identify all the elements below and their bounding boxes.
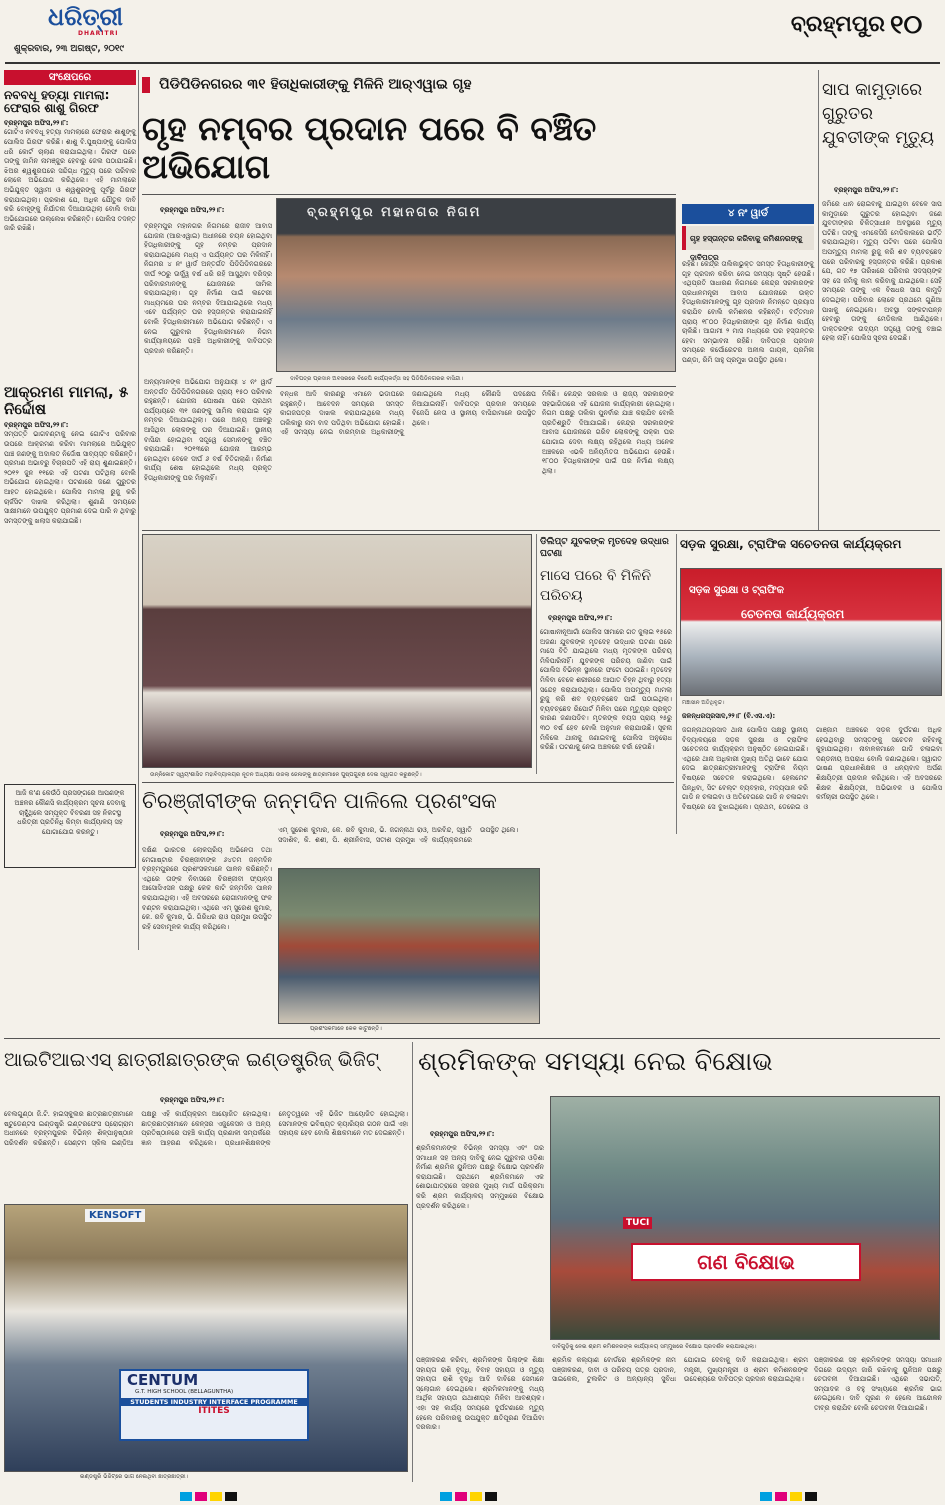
bottom-divider [412,1042,413,1482]
logo-subtext: DHARITRI [78,30,119,37]
labour-dateline: ବ୍ରହ୍ମପୁର ଅଫିସ,୨୨।୮: [430,1130,495,1138]
lead-body-2: ଅନ୍ୟମାନଙ୍କ ଅଭିଯୋଗ ଅନୁଯାୟୀ ୪ ନଂ ୱାର୍ଡ ଅନ୍ତର୍ଗତ ପିଡିପିଡିନଗରରେ ପ୍ରାୟ ୧୫୦ ପରିବାର ରହୁଛନ୍ତି। ଯୋଜନା ଘୋଷଣା ପରେ ପ୍ରଥମ ପର୍ଯ୍ୟାୟରେ ୩୧ ଜଣଙ୍କୁ ସାମିଲ କରାଯାଇ ଗୃହ ନମ୍ବର ଦିଆଯାଇଥିଲା। ପରେ ଅନ୍ୟ ଅଞ୍ଚଳରୁ ଆସିଥିବା ଲୋକଙ୍କୁ ଘର ଦିଆଯାଇଛି। ସ୍ଥାନୀୟ ବାସିନ୍ଦା ହୋଇଥିବା ସତ୍ତ୍ୱେ ସେମାନଙ୍କୁ ବଞ୍ଚିତ କରାଯାଇଛି। ୨୦୧୩ରେ ଯୋଜନା ଆରମ୍ଭ ହୋଇଥିବା ବେଳେ ଦୀର୍ଘ ୬ ବର୍ଷ ବିତିଗଲାଣି। ନିର୍ମାଣ କାର୍ଯ୍ୟ ଶେଷ ହୋଇଥିଲେ ମଧ୍ୟ ପ୍ରକୃତ ହିତାଧିକାରୀଙ୍କୁ ଘର ମିଳୁନାହିଁ। [144,378,272,482]
iti-photo-caption: ଇଣ୍ଡଷ୍ଟ୍ରି ଭିଜିଟ୍‌ରେ ଭାଗ ନେଇଥିବା ଛାତ୍ରଛାତ୍ରୀ। [80,1474,189,1480]
print-registration-bar [0,1484,945,1498]
lead-dateline: ବ୍ରହ୍ମପୁର ଅଫିସ,୨୨।୮: [160,206,225,214]
ward-subhead-text: ଗୃହ ହସ୍ତାନ୍ତର କରିବାକୁ କମିଶନରଙ୍କୁ ଦାବିପତ୍ର [690,234,803,262]
ward-tag [682,204,814,224]
banner-text: ଗଣ ବିକ୍ଷୋଭ [697,1250,795,1274]
brief2-dateline: ବ୍ରହ୍ମପୁର ଅଫିସ,୨୨।୮: [4,421,69,430]
swatch-magenta [195,1492,207,1501]
lead-rule [142,194,676,195]
centum-title: CENTUM [127,1371,199,1389]
lead-body-1: ବ୍ରହ୍ମପୁର ମହାନଗର ନିଗମରେ ରାଜୀବ ଆବାସ ଯୋଜନା (ଆରଏୱାଇ) ଅଧୀନରେ ଚୟନ ହୋଇଥିବା ହିତାଧିକାରୀଙ୍କୁ ଗୃହ ନମ୍ବର ପ୍ରଦାନ କରାଯାଇଥିଲେ ମଧ୍ୟ ଏ ପର୍ଯ୍ୟନ୍ତ ଘର ମିଳିନାହିଁ। ନିଗମର ୪ ନଂ ୱାର୍ଡ ଅନ୍ତର୍ଗତ ପିଡିପିଡିନଗରରେ ଦୀର୍ଘ ୨୦ରୁ ଊର୍ଦ୍ଧ୍ୱ ବର୍ଷ ଧରି ରହି ଆସୁଥିବା ଦରିଦ୍ର ପରିବାରମାନଙ୍କୁ ଯୋଜନାରେ ସାମିଲ କରାଯାଇଥିଲା। ଗୃହ ନିର୍ମାଣ ପାଇଁ ଲଟେରୀ ମାଧ୍ୟମରେ ଘର ନମ୍ବର ଦିଆଯାଇଥିଲେ ମଧ୍ୟ ଏବେ ପର୍ଯ୍ୟନ୍ତ ଘର ହସ୍ତାନ୍ତର କରାଯାଇନାହିଁ ବୋଲି ହିତାଧିକାରୀମାନେ ଅଭିଯୋଗ କରିଛନ୍ତି। ଏ ନେଇ ଗୁରୁବାର ହିତାଧିକାରୀମାନେ ନିଗମ କାର୍ଯ୍ୟାଳୟରେ ପହଞ୍ଚି ଅଧିକାରୀଙ୍କୁ ଦାବିପତ୍ର ପ୍ରଦାନ କରିଛନ୍ତି। [144,222,272,355]
deadbody-kicker: ଡିଲିପ୍ଟ ଯୁବକଙ୍କ ମୃତଦେହ ଉଦ୍ଧାର ଘଟଣା [540,537,669,559]
college-photo [142,534,532,768]
iti-photo [4,1204,408,1472]
swatch-strip-right [440,1486,520,1496]
swatch-cyan [760,1492,772,1501]
birthday-names: ଏମ୍‌ ସୁରେଶ କୁମାର, କେ. ରବି କୁମାର, ଭି. ଜଗନ୍ନାଥ ରାଓ, ଅରବିନ୍ଦ, ସ୍ୱାତି ସଦାଶିବ, କି. ଶଶୀ, ପି. ଶ୍ରୀନିବାସ, ସତୀଶ ପ୍ରମୁଖ ଏହି କାର୍ଯ୍ୟକ୍ରମରେ ଉପସ୍ଥିତ ଥିଲେ। [278,826,519,844]
iti-headline: ଆଇଟିଆଇଏସ୍‌ ଛାତ୍ରୀଛାତ୍ରଙ୍କ ଇଣ୍ଡଷ୍ଟ୍ରିଜ୍ ଭିଜିଟ୍ [4,1049,380,1071]
deadbody-body: ଗୋଷାନୀନୂଆଗାଁ ପୋଲିସ ସୀମାରେ ଗତ ଜୁଲାଇ ୧୫ରେ ଅଜଣା ଯୁବକଙ୍କ ମୃତଦେହ ଉଦ୍ଧାର ଘଟଣା ପରେ ମାସେ ବିତି ଯାଇଥିଲେ ମଧ୍ୟ ମୃତକଙ୍କ ପରିଚୟ ମିଳିପାରିନାହିଁ। ଯୁବକଙ୍କ ପରିଚୟ ଜାଣିବା ପାଇଁ ପୋଲିସ ବିଭିନ୍ନ ସ୍ଥାନରେ ଫଟୋ ପଠାଇଛି। ମୃତଦେହ ମିଳିବା ବେଳେ ଶରୀରରେ ଆଘାତ ଚିହ୍ନ ଥିବାରୁ ହତ୍ୟା ସନ୍ଦେହ କରାଯାଉଥିଲା। ପୋଲିସ ଅପମୃତ୍ୟୁ ମାମଲା ରୁଜୁ କରି ଶବ ବ୍ୟବଚ୍ଛେଦ ପାଇଁ ପଠାଇଥିଲା। ବ୍ୟବଚ୍ଛେଦ ରିପୋର୍ଟ ମିଳିବା ପରେ ମୃତ୍ୟୁର ପ୍ରକୃତ କାରଣ ଜଣାପଡିବ। ମୃତକଙ୍କ ବୟସ ପ୍ରାୟ ୨୫ରୁ ୩୦ ବର୍ଷ ହେବ ବୋଲି ଅନୁମାନ କରାଯାଉଛି। ସୂଚନା ମିଳିଲେ ଥାନାକୁ ଜଣାଇବାକୁ ପୋଲିସ ଅନୁରୋଧ କରିଛି। ଘଟଣାକୁ ନେଇ ଅଞ୍ଚଳରେ ଚର୍ଚ୍ଚା ହେଉଛି। [540,628,672,752]
lead-body-4: ମିଳିଛି। କେନ୍ଦ୍ର ସରକାର ଓ ରାଜ୍ୟ ସରକାରଙ୍କ ସହଭାଗିତାରେ ଏହି ଯୋଜନା କାର୍ଯ୍ୟକାରୀ ହୋଇଥିଲା। ନିଗମ ପକ୍ଷରୁ ତାଲିକା ପୁନର୍ବାର ଯାଞ୍ଚ କରାଯିବ ବୋଲି ପ୍ରତିଶ୍ରୁତି ଦିଆଯାଇଛି। କେନ୍ଦ୍ର ସରକାରଙ୍କ ଆବାସ ଯୋଜନାରେ ଗରିବ ଲୋକଙ୍କୁ ପକ୍କା ଘର ଯୋଗାଇ ଦେବା ଲକ୍ଷ୍ୟ ରହିଥିଲେ ମଧ୍ୟ ଅନେକ ଅଞ୍ଚଳରେ ଏଭଳି ଅନିୟମିତତା ଅଭିଯୋଗ ହେଉଛି। ୧୮୦୦ ହିତାଧିକାରୀଙ୍କ ପାଇଁ ଘର ନିର୍ମାଣ ଲକ୍ଷ୍ୟ ଥିଲା। [542,390,674,475]
swatch-strip-left [180,1486,260,1496]
gana-bikhyobha-banner [631,1243,861,1281]
swatch-cyan [440,1492,452,1501]
labour-photo [550,1096,940,1340]
lead-headline: ଗୃହ ନମ୍ବର ପ୍ରଦାନ ପରେ ବି ବଞ୍ଚିତ ଅଭିଯୋଗ [142,109,597,186]
ward-body: ରହିଛି। କେନ୍ଦ୍ର ତାଲିକାଭୁକ୍ତ ସମସ୍ତ ହିତାଧିକାରୀଙ୍କୁ ଗୃହ ପ୍ରଦାନ କରିବା ନେଇ ସମସ୍ୟା ସୃଷ୍ଟି ହେଉଛି। ଏଥିପ୍ରତି ସାଧାରଣ ନିଗମରେ କେନ୍ଦ୍ର ସରକାରଙ୍କ ପ୍ରଧାନମନ୍ତ୍ରୀ ଆବାସ ଯୋଜନାରେ ଉକ୍ତ ହିତାଧିକାରୀମାନଙ୍କୁ ଗୃହ ପ୍ରଦାନ ନିମନ୍ତେ ପ୍ରୟାସ କରାଯିବ ବୋଲି କମିଶନର କହିଛନ୍ତି। ବର୍ତ୍ତମାନ ପ୍ରାୟ ୧୮୦୦ ହିତାଧିକାରୀଙ୍କ ଗୃହ ନିର୍ମାଣ କାର୍ଯ୍ୟ ଚାଲିଛି। ଆଗାମୀ ୨ ମାସ ମଧ୍ୟରେ ଘର ହସ୍ତାନ୍ତର ହେବା ସମ୍ଭାବନା ରହିଛି। ଦାବିପତ୍ର ପ୍ରଦାନ ସମୟରେ କର୍ପୋରେଟର ଅନୀଲ ଗାୟକ, ପ୍ରମିଳା ପଣ୍ଡା, ରିମି ସାହୁ ପ୍ରମୁଖ ଉପସ୍ଥିତ ଥିଲେ। [682,260,814,364]
college-photo-caption: ଉନ୍ନିକୋଟ ସ୍ୱୟଂଶାସିତ ମହାବିଦ୍ୟାଳୟର ନୂତନ ଅଧ୍ୟକ୍ଷା ଉଜଲା ଜେନାଙ୍କୁ ଛାତ୍ରୀମାନେ ପୁଷ୍ପଗୁଚ୍ଛ ଦେଇ ସ୍ୱାଗତ କରୁଛନ୍ତି। [150,772,422,778]
centum-banner [119,1369,309,1441]
road-photo-caption: ମଞ୍ଚାସୀନ ଅତିଥିବୃନ୍ଦ। [682,700,725,706]
promo-box: ଆଜି କ'ଣ କେଉଁଠି ପ୍ରସଙ୍ଗରେ ଆପଣଙ୍କ ଅଞ୍ଚଳର କୌଣସି କାର୍ଯ୍ୟକ୍ରମ ସୂଚନା ଦେବାକୁ ଚାହୁଁଥିଲେ ସମ୍ପୃକ୍ତ ବିବରଣୀ ସହ ନିକଟସ୍ଥ ଧରିତ୍ରୀ ପ୍ରତିନିଧି କିମ୍ବା କାର୍ଯ୍ୟାଳୟ ସହ ଯୋଗାଯୋଗ କରନ୍ତୁ। [4,784,136,868]
briefs-section-label: ସଂକ୍ଷେପରେ [4,70,136,85]
swatch-yellow [470,1492,482,1501]
road-photo [680,568,942,696]
labour-body-4: ପଞ୍ଜୀକରଣ ସହ ଶ୍ରମିକଙ୍କ ସମସ୍ୟା ସମାଧାନ ଦିଗରେ ଉଦ୍ୟମ ଜାରି ରଖିବାକୁ ୟୁନିଅନ ପକ୍ଷରୁ ଚେତାବନୀ ଦିଆଯାଇଛି। ଏଥିରେ ସଭାପତି, ସମ୍ପାଦକ ଓ ବହୁ ସଂଖ୍ୟାରେ ଶ୍ରମିକ ଭାଗ ନେଇଥିଲେ। ଦାବି ପୂରଣ ନ ହେଲେ ଆନ୍ଦୋଳନ ତୀବ୍ର କରାଯିବ ବୋଲି ଚେତାବନୀ ଦିଆଯାଇଛି। [814,1356,942,1412]
road-body: ଜଗନ୍ନାଥପ୍ରସାଦ ଥାନା ପୋଲିସ ପକ୍ଷରୁ ସ୍ଥାନୀୟ ବିଦ୍ୟାଳୟରେ ସଡ଼କ ସୁରକ୍ଷା ଓ ଟ୍ରାଫିକ ସଚେତନତା କାର୍ଯ୍ୟକ୍ରମ ଅନୁଷ୍ଠିତ ହୋଇଯାଇଛି। ଏଥିରେ ଥାନା ଅଧିକାରୀ ମୁଖ୍ୟ ଅତିଥି ଭାବେ ଯୋଗ ଦେଇ ଛାତ୍ରଛାତ୍ରୀମାନଙ୍କୁ ଟ୍ରାଫିକ ନିୟମ ବିଷୟରେ ସଚେତନ କରାଇଥିଲେ। ହେଲମେଟ ପିନ୍ଧିବା, ସିଟ ବେଲ୍ଟ ବ୍ୟବହାର, ମଦ୍ୟପାନ କରି ଗାଡି ନ ଚଳାଇବା ଓ ଅତିବେଗରେ ଗାଡି ନ ଚଳାଇବା ବିଷୟରେ ସେ ବୁଝାଇଥିଲେ। ପ୍ରଥମ, ଡେରେଇ ଓ ଗାଞ୍ଜାମ ଅଞ୍ଚଳରେ ସଡ଼କ ଦୁର୍ଘଟଣା ଅଧିକ ହେଉଥିବାରୁ ସମସ୍ତଙ୍କୁ ସଚେତନ ରହିବାକୁ କୁହାଯାଇଥିଲା। ନାବାଳକମାନେ ଗାଡି ଚଳାଇବା ଦଣ୍ଡନୀୟ ଅପରାଧ ବୋଲି ଜଣାଇଥିଲେ। ସ୍ୱାଗତ ଭାଷଣ ପ୍ରଧାନଶିକ୍ଷକ ଓ ଧନ୍ୟବାଦ ଅର୍ପଣ ଶିକ୍ଷୟିତ୍ରୀ ପ୍ରଦାନ କରିଥିଲେ। ଏହି ଅବସରରେ ଶିକ୍ଷକ ଶିକ୍ଷୟିତ୍ରୀ, ଅଭିଭାବକ ଓ ପୋଲିସ କର୍ମଚାରୀ ଉପସ୍ଥିତ ଥିଲେ। [682,726,942,811]
lead-caption-rule [276,386,676,387]
birthday-body: ଦକ୍ଷିଣ ଭାରତର ଲୋକପ୍ରିୟ ଅଭିନେତା ତଥା ମେଗାଷ୍ଟାର ଚିରଞ୍ଜୀବୀଙ୍କ ୬୪ତମ ଜନ୍ମଦିନ ବ୍ରହ୍ମପୁରରେ ପ୍ରଶଂସକମାନେ ପାଳନ କରିଛନ୍ତି। ଏଥିରେ ତାଙ୍କ ନିବାସରେ ଚିରଞ୍ଜୀବୀ ଫ୍ୟାନ୍ସ ଆସୋସିଏସନ ପକ୍ଷରୁ କେକ କାଟି ଜନ୍ମଦିନ ପାଳନ କରାଯାଇଥିଲା। ଏହି ଅବସରରେ ରୋଗୀମାନଙ୍କୁ ଫଳ ବଣ୍ଟନ କରାଯାଇଥିଲା। ଏଥିରେ ଏମ୍‌ ସୁରେଶ କୁମାର, କେ. ରବି କୁମାର, ଭି. ଗିରିଧର ରାଓ ପ୍ରମୁଖ ଉପସ୍ଥିତ ରହି ସେବାମୂଳକ କାର୍ଯ୍ୟ କରିଥିଲେ। [142,846,272,931]
right-divider [818,70,819,530]
kensoft-sign: KENSOFT [85,1209,145,1222]
ward-tag-text: ୪ ନଂ ୱାର୍ଡ [727,208,769,219]
lead-body-3: ବନ୍ଧକ ଆଦି କାରଣରୁ ଏମାନେ ଭଡାଘରେ ରହୁଛନ୍ତି। ଆବେଦନ ସମୟରେ ସମସ୍ତ କାଗଜପତ୍ର ଦାଖଲ କରାଯାଇଥିଲେ ମଧ୍ୟ ତାଲିକାରୁ ନାମ ବାଦ ପଡିଥିବା ଅଭିଯୋଗ ହୋଇଛି। ଏହି ସମସ୍ୟା ନେଇ ବାରମ୍ବାର ଅଧିକାରୀଙ୍କୁ ଜଣାଇଥିଲେ ମଧ୍ୟ କୌଣସି ପଦକ୍ଷେପ ନିଆଯାଇନାହିଁ। ଦାବିପତ୍ର ପ୍ରଦାନ ସମୟରେ ବିଜେପି ନେତା ଓ ସ୍ଥାନୀୟ ବାସିନ୍ଦାମାନେ ଉପସ୍ଥିତ ଥିଲେ। [280,390,536,437]
centum-programme: STUDENTS INDUSTRY INTERFACE PROGRAMME [121,1398,307,1406]
lead-photo [276,198,676,372]
swatch-black [485,1492,497,1501]
dharitri-logo [48,4,138,36]
snake-dateline: ବ୍ରହ୍ମପୁର ଅଫିସ,୨୨।୮: [834,186,899,194]
birthday-headline: ଚିରଞ୍ଜୀବୀଙ୍କ ଜନ୍ମଦିନ ପାଳିଲେ ପ୍ରଶଂସକ [142,789,497,813]
birthday-photo-caption: ପ୍ରଶଂସକମାନେ କେକ କାଟୁଛନ୍ତି। [310,1026,382,1032]
labour-body-3: ଶ୍ରମିକ କଲ୍ୟାଣ ବୋର୍ଡରେ ଶ୍ରମିକଙ୍କ ନାମ ପଞ୍ଜୀକରଣ, ଦାବୀ ଓ ପରିଚୟ ପତ୍ର ପ୍ରଦାନ, ସାଇକେଲ, ଟୁଲକିଟ ଓ ଅନ୍ୟାନ୍ୟ ସୁବିଧା ଯୋଗାଇ ଦେବାକୁ ଦାବି କରାଯାଇଥିଲା। ଶ୍ରମ ମନ୍ତ୍ରୀ, ମୁଖ୍ୟମନ୍ତ୍ରୀ ଓ ଶ୍ରମ କମିଶନରଙ୍କ ଉଦ୍ଦେଶ୍ୟରେ ଦାବିପତ୍ର ପ୍ରଦାନ କରାଯାଇଥିଲା। [552,1356,808,1384]
masthead [0,0,945,72]
lead-photo-caption: ଦାବିପତ୍ର ପ୍ରଦାନ ଅବସରରେ ବିଜେପି କାର୍ଯ୍ୟକର୍ତ୍ତା ସହ ପିଡିପିଡିନଗରର ବାସିନ୍ଦା। [290,376,464,382]
swatch-yellow [790,1492,802,1501]
labour-body-2: ପଞ୍ଜୀକରଣ କରିବା, ଶ୍ରମିକଙ୍କ ପିଲାଙ୍କ ଶିକ୍ଷା ସହାୟତା ରାଶି ବୃଦ୍ଧି, ବିବାହ ସହାୟତା ଓ ମୃତ୍ୟୁ ସହାୟତା ରାଶି ବୃଦ୍ଧି ଆଦି ଦାବିରେ ସେମାନେ ସ୍ଲୋଗାନ ଦେଇଥିଲେ। ଶ୍ରମିକମାନଙ୍କୁ ମଧ୍ୟ ଆର୍ଥିକ ସହାୟତା ଯଥାଶୀଘ୍ର ମିଳିବା ଆବଶ୍ୟକ। ଏହା ସହ କାର୍ଯ୍ୟ ସମୟରେ ଦୁର୍ଘଟଣାରେ ମୃତ୍ୟୁ ହେଲେ ପରିବାରକୁ ଉପଯୁକ୍ତ କ୍ଷତିପୂରଣ ଦିଆଯିବା ଦରକାର। [416,1356,544,1432]
iti-body: ବେଲଗୁଣ୍ଠା ଜି.ଟି. ହାଇସ୍କୁଲର ଛାତ୍ରଛାତ୍ରୀମାନେ ଷ୍ଟୁଡେଣ୍ଟସ ଇଣ୍ଡଷ୍ଟ୍ରି ଇଣ୍ଟରଫେସ ପ୍ରୋଗ୍ରାମ ଅଧୀନରେ ବ୍ରହ୍ମପୁରର ବିଭିନ୍ନ ଶିଳ୍ପାନୁଷ୍ଠାନ ପରିଦର୍ଶନ କରିଛନ୍ତି। ସେଣ୍ଟମ ସ୍କିଲ ଇଣ୍ଡିଆ ପକ୍ଷରୁ ଏହି କାର୍ଯ୍ୟକ୍ରମ ଆୟୋଜିତ ହୋଇଥିଲା। ଛାତ୍ରଛାତ୍ରୀମାନେ କେନ୍‌ସର ଏଜୁକେସନ ଓ ଅନ୍ୟ ପ୍ରତିଷ୍ଠାନରେ ପହଞ୍ଚି କାର୍ଯ୍ୟ ପ୍ରଣାଳୀ ସମ୍ପର୍କରେ ଜ୍ଞାନ ଆହରଣ କରିଥିଲେ। ପ୍ରଧାନଶିକ୍ଷକଙ୍କ ନେତୃତ୍ୱରେ ଏହି ଭିଜିଟ ଆୟୋଜିତ ହୋଇଥିଲା। ସେମାନଙ୍କ ଭବିଷ୍ୟତ କ୍ୟାରିୟର ଗଠନ ପାଇଁ ଏହା ସହାୟକ ହେବ ବୋଲି ଶିକ୍ଷକମାନେ ମତ ଦେଇଛନ୍ତି। [4,1110,408,1147]
brief1-body: ଗୋଟିଏ ନବବଧୂ ହତ୍ୟା ମାମଲାରେ ଫେରାର ଶାଶୁଙ୍କୁ ପୋଲିସ ଗିରଫ କରିଛି। ଶାଶୁ ବି.ପୁଷ୍ପାଙ୍କୁ ପୋଲିସ ଧରି କୋର୍ଟ ଚାଲାଣ କରାଯାଇଥିଲା। ଗିରଫ ପରେ ତାଙ୍କୁ ଜାମିନ ନାମଞ୍ଜୁର ହେବାରୁ ଜେଲ ପଠାଯାଇଛି। ଝିଅର ଶ୍ୱଶୁରଘରେ ସନ୍ଦିଗ୍ଧ ମୃତ୍ୟୁ ପରେ ପରିବାର ଲୋକେ ଅଭିଯୋଗ କରିଥିଲେ। ଏହି ମାମଲାରେ ଅଭିଯୁକ୍ତ ସ୍ୱାମୀ ଓ ଶ୍ୱଶୁରଙ୍କୁ ପୂର୍ବରୁ ଗିରଫ କରାଯାଇଥିଲା। ପ୍ରକାଶ ଯେ, ଅଧିକ ଯୌତୁକ ଦାବି କରି ବୋହୂଙ୍କୁ ନିର୍ଯାତନା ଦିଆଯାଉଥିଲା ବୋଲି ବାପା ଅଭିଯୋଗରେ ଉଲ୍ଲେଖ କରିଛନ୍ତି। ପୋଲିସ ତଦନ୍ତ ଜାରି ରଖିଛି। [4,128,136,233]
kicker-marker [142,77,150,93]
labour-headline: ଶ୍ରମିକଙ୍କ ସମସ୍ୟା ନେଇ ବିକ୍ଷୋଭ [418,1047,773,1077]
edition-name: ବ୍ରହ୍ମପୁର [790,12,885,37]
road-banner-line1: ସଡ଼କ ସୁରକ୍ଷା ଓ ଟ୍ରାଫିକ [689,585,784,596]
section-rule-2 [142,782,674,783]
swatch-black [225,1492,237,1501]
tuci-flag: TUCI [623,1217,652,1229]
lead-kicker [142,74,672,100]
briefs-column [4,70,136,970]
road-divider [676,534,677,834]
snake-body: ଜମିରେ ଧାନ ରୋଇବାକୁ ଯାଇଥିବା ବେଳେ ସାପ କାମୁଡ଼ାରେ ଗୁରୁତର ହୋଇଥିବା ଜଣେ ଯୁବତୀଙ୍କର ଚିକିତ୍ସାଧୀନ ଅବସ୍ଥାରେ ମୃତ୍ୟୁ ଘଟିଛି। ତାଙ୍କୁ ଏମକେସିଜି ମେଡିକାଲରେ ଭର୍ତ୍ତି କରାଯାଇଥିଲା। ମୃତ୍ୟୁ ଘଟିବା ପରେ ପୋଲିସ ଅପମୃତ୍ୟୁ ମାମଲା ରୁଜୁ କରି ଶବ ବ୍ୟବଚ୍ଛେଦ ପରେ ପରିବାରକୁ ହସ୍ତାନ୍ତର କରିଛି। ପ୍ରକାଶ ଯେ, ଗତ ୧୭ ତାରିଖରେ ପରିବାର ସଦସ୍ୟଙ୍କ ସହ ସେ ଜମିକୁ କାମ କରିବାକୁ ଯାଇଥିଲେ। ସେହି ସମୟରେ ତାଙ୍କୁ ଏକ ବିଷଧର ସାପ କାମୁଡ଼ି ଦେଇଥିଲା। ପରିବାର ଲୋକେ ପ୍ରଥମେ ଗୁଣିଆ ପାଖକୁ ନେଇଥିଲେ। ଅବସ୍ଥା ସଙ୍କଟାପନ୍ନ ହେବାରୁ ତାଙ୍କୁ ମେଡିକାଲ ଆଣିଥିଲେ। ଡାକ୍ତରଙ୍କ ଉଦ୍ୟମ ସତ୍ତ୍ୱେ ତାଙ୍କୁ ବଞ୍ଚାଇ ହେଲା ନାହିଁ। ପୋଲିସ ସୂଚନା ଦେଇଛି। [822,200,942,343]
issue-date: ଶୁକ୍ରବାର, ୨୩ ଅଗଷ୍ଟ, ୨୦୧୯ [14,44,125,54]
corporation-signboard: ବ୍ରହ୍ମପୁର ମହାନଗର ନିଗମ [307,205,482,220]
section-rule-3 [4,1038,940,1039]
ward-subhead [682,226,814,262]
page-number: ୧୦ [890,10,923,40]
centum-school: G.T. HIGH SCHOOL (BELLAGUNTHA) [135,1389,234,1395]
swatch-magenta [775,1492,787,1501]
labour-body-1: ଶ୍ରମିକମାନଙ୍କ ବିଭିନ୍ନ ସମସ୍ୟା ଏବଂ ତାର ସମାଧାନ ସହ ଅନ୍ୟ ଦାବିକୁ ନେଇ ଗୁରୁବାର ଓଡ଼ିଶା ନିର୍ମାଣ ଶ୍ରମିକ ୟୁନିଅନ ପକ୍ଷରୁ ବିକ୍ଷୋଭ ପ୍ରଦର୍ଶନ କରାଯାଇଛି। ପ୍ରଥମେ ଶ୍ରମିକମାନେ ଏକ ଶୋଭାଯାତ୍ରାରେ ସହରର ମୁଖ୍ୟ ମାର୍ଗ ପରିକ୍ରମା କରି ଶ୍ରମ କାର୍ଯ୍ୟାଳୟ ସମ୍ମୁଖରେ ବିକ୍ଷୋଭ ପ୍ରଦର୍ଶନ କରିଥିଲେ। [416,1144,544,1210]
section-rule-1 [142,530,940,531]
brief1-headline: ନବବଧୂ ହତ୍ୟା ମାମଲା: ଫେରାର ଶାଶୁ ଗିରଫ [4,88,110,116]
swatch-black [805,1492,817,1501]
labour-photo-caption: ଦାବିଗୁଡ଼ିକୁ ନେଇ ଶ୍ରମ କମିଶନରଙ୍କ କାର୍ଯ୍ୟାଳୟ ସମ୍ମୁଖରେ ବିକ୍ଷୋଭ ପ୍ରଦର୍ଶନ କରାଯାଇଥିଲା। [552,1344,757,1350]
swatch-strip-far-right [760,1486,840,1496]
deadbody-headline: ମାସେ ପରେ ବି ମିଳିନି ପରିଚୟ [540,568,652,604]
brief1-dateline: ବ୍ରହ୍ମପୁର ଅଫିସ,୨୨।୮: [4,119,69,128]
brief2-body: ସମ୍ପତ୍ତି ଭାଗବଣ୍ଟାକୁ ନେଇ ଗୋଟିଏ ପରିବାର ଉପରେ ଆକ୍ରମଣ କରିବା ମାମଲାରେ ଅଭିଯୁକ୍ତ ପାଞ୍ଚ ଜଣଙ୍କୁ ଅଦାଲତ ନିର୍ଦ୍ଦୋଷ ସାବ୍ୟସ୍ତ କରିଛନ୍ତି। ପ୍ରମାଣ ଅଭାବରୁ ବିଚାରପତି ଏହି ରାୟ ଶୁଣାଇଛନ୍ତି। ୨୦୧୨ ଜୁନ ୧୧ରେ ଏହି ଘଟଣା ଘଟିଥିଲା ବୋଲି ଅଭିଯୋଗ ହୋଇଥିଲା। ଘଟଣାରେ ଜଣେ ଗୁରୁତର ଆହତ ହୋଇଥିଲେ। ପୋଲିସ ମାମଲା ରୁଜୁ କରି ଚାର୍ଜସିଟ ଦାଖଲ କରିଥିଲା। ଶୁଣାଣି ସମୟରେ ସାକ୍ଷୀମାନେ ଉପଯୁକ୍ତ ପ୍ରମାଣ ଦେଇ ପାରି ନ ଥିବାରୁ ସମସ୍ତଙ୍କୁ ଖଲାସ କରାଯାଇଛି। [4,430,136,525]
centum-tag: ITITES [198,1406,230,1416]
logo-text: ଧରିତ୍ରୀ [48,3,123,31]
birthday-dateline: ବ୍ରହ୍ମପୁର ଅଫିସ,୨୨।୮: [160,830,225,838]
road-dateline: ଜଳନ୍ଧରପ୍ରସାଦ,୨୨।୮ (ବି.ଏସ.ଏ): [682,712,776,720]
masthead-rule [5,62,940,64]
kicker-text: ପିଡିପିଡିନଗରର ୩୧ ହିତାଧିକାରୀଙ୍କୁ ମିଳିନି ଆର୍‌ଏୱାଇ ଗୃହ [159,76,472,93]
deadbody-dateline: ବ୍ରହ୍ମପୁର ଅଫିସ,୨୨।୮: [548,614,613,622]
column-divider [138,70,139,950]
road-banner-line2: ଚେତନତା କାର୍ଯ୍ୟକ୍ରମ [741,607,845,621]
road-headline: ସଡ଼କ ସୁରକ୍ଷା, ଟ୍ରାଫିକ ସଚେତନତା କାର୍ଯ୍ୟକ୍ରମ [680,537,902,551]
brief2-headline: ଆକ୍ରମଣ ମାମଲା, ୫ ନିର୍ଦ୍ଦୋଷ [4,383,129,418]
swatch-cyan [180,1492,192,1501]
deadbody-divider [536,534,537,774]
snake-headline: ସାପ କାମୁଡ଼ାରେ ଗୁରୁତର ଯୁବତୀଙ୍କ ମୃତ୍ୟୁ [822,80,935,148]
swatch-magenta [455,1492,467,1501]
iti-dateline: ବ୍ରହ୍ମପୁର ଅଫିସ,୨୨।୮: [160,1096,225,1104]
swatch-yellow [210,1492,222,1501]
birthday-photo [278,868,540,1024]
